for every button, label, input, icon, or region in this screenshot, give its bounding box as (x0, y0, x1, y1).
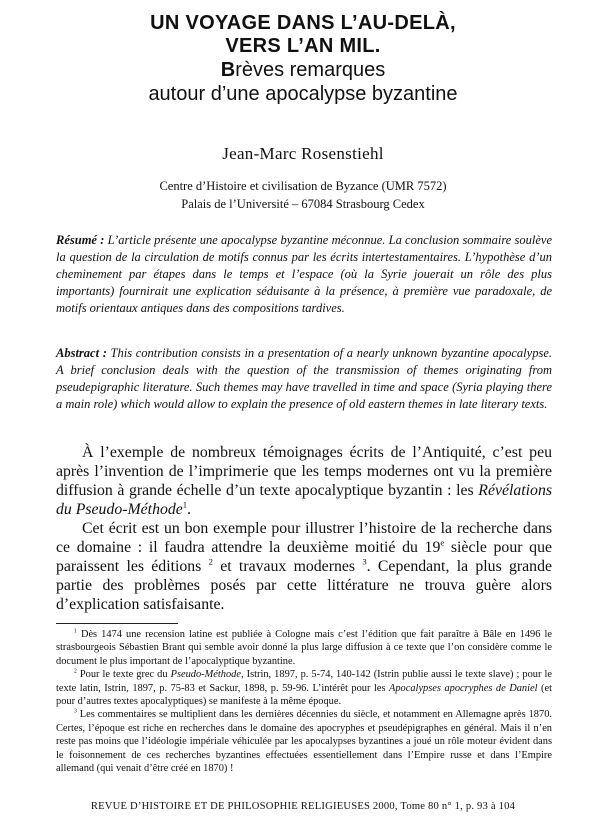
footnote-3 (56, 708, 552, 775)
footnote-2-text-c: (et pour d’autres textes apocalyptiques) se manifeste à la même époque. (56, 682, 552, 708)
footnote-1-text: Dès 1474 une recension latine est publiée à Cologne mais c’est l’édition que fait paraître à Bâle en 1496 le strasbourgeois Sébastien Brant qui semble avoir donné la plus large diffusion à ce texte que l’on considère comme le document le plus important de l’apocalyptique byzantine. (56, 629, 552, 667)
abstract-english (56, 345, 552, 413)
footnote-2 (56, 668, 552, 708)
footnote-2-number: 2 (74, 668, 77, 675)
body-paragraph-1 (56, 443, 552, 519)
abstract-french-text: L’article présente une apocalypse byzantine méconnue. La conclusion sommaire soulève la question de la circulation de motifs connus par les écrits intertestamentaires. L’hypothèse d’un cheminement par étapes dans le temps et l’espace (où la Syrie jouerait un rôle des plus importants) fournirait une explication séduisante à la présence, à première vue paradoxale, de motifs orientaux antiques dans des compositions tardives. (56, 233, 552, 315)
abstract-english-label: Abstract : (56, 346, 107, 360)
affiliation-line-1: Centre d’Histoire et civilisation de Byzance (UMR 7572) (159, 179, 447, 193)
footnote-divider (56, 623, 178, 624)
footnote-ref-3: 3 (362, 556, 367, 567)
footnote-2-text-a: Pour le texte grec du (76, 669, 171, 681)
body-text (56, 443, 552, 614)
footnote-3-text: Les commentaires se multiplient dans les dernières décennies du siècle, et notamment en Allemagne après 1870. Certes, l’époque est riche en recherches dans le domaine des apocryphes et pseudépigraphes en général. Mais il n’en reste pas moins que l’idéologie impériale véhiculée par les apocalypses byzantines a joué un rôle moteur évident dans le foisonnement de ces recherches byzantines effectuées essentiellement dans l’Empire russe et dans l’Empire allemand (qui venait d’être créé en 1870) ! (56, 709, 552, 775)
body-p1-text: À l’exemple de nombreux témoignages écrits de l’Antiquité, c’est peu après l’invention de l’imprimerie que les temps modernes ont vu la première diffusion à grande échelle d’un texte apocalyptique byzantin : les (56, 444, 552, 499)
footnote-3-number: 3 (74, 708, 77, 715)
subtitle-line-2: autour d’une apocalypse byzantine (148, 83, 458, 105)
footnote-1-number: 1 (74, 628, 77, 635)
author-affiliation (0, 177, 606, 213)
footnote-2-text-b: , Istrin, 1897, p. 5-74, 140-142 (Istrin publie aussi le texte slave) ; pour le texte latin, Istrin, 1897, p. 75-83 et Sackur, 1898, p. 59-96. L’intérêt pour les (56, 669, 552, 694)
body-p2-part-a: Cet écrit est un bon exemple pour illustrer l’histoire de la recherche dans ce domaine : il faudra attendre la deuxième moitié du 19 (56, 520, 552, 556)
footnote-2-work-title-1: Pseudo-Méthode (170, 669, 241, 681)
article-title-block (0, 12, 606, 106)
footnotes (56, 628, 552, 775)
body-p2-part-c: et travaux modernes (212, 558, 363, 575)
body-p2-part-d: . Cependant, la plus grande partie des problèmes posés par cette littérature ne trouva guère alors d’explication satisfaisante. (56, 558, 552, 613)
abstract-french (56, 232, 552, 317)
journal-footer: REVUE D’HISTOIRE ET DE PHILOSOPHIE RELIGIEUSES 2000, Tome 80 n° 1, p. 93 à 104 (90, 801, 516, 812)
footnote-ref-1: 1 (182, 499, 188, 510)
title-line-2: VERS L’AN MIL. (225, 35, 381, 57)
subtitle-initial: B (220, 59, 236, 81)
subtitle-line-1 (0, 58, 606, 82)
subtitle-line-1-rest: rèves remarques (235, 59, 386, 81)
title-line-1: UN VOYAGE DANS L’AU-DELÀ, (150, 12, 456, 34)
body-p2-part-b: siècle pour que paraissent les éditions (56, 539, 552, 575)
footnote-ref-2: 2 (208, 556, 213, 567)
body-p1-work-title: Révélations du Pseudo-Méthode (56, 482, 552, 518)
body-p1-end: . (187, 501, 192, 518)
body-paragraph-2 (56, 519, 552, 614)
century-superscript: e (440, 537, 445, 548)
abstract-french-label: Résumé : (56, 233, 105, 247)
author-name: Jean-Marc Rosenstiehl (222, 144, 384, 163)
abstract-english-text: This contribution consists in a presentation of a nearly unknown byzantine apocalypse. A brief conclusion deals with the question of the transmission of themes originating from pseudepigraphic literature. Such themes may have travelled in time and space (Syria playing there a main role) which would allow to explain the presence of old eastern themes in late literary texts. (56, 346, 552, 411)
affiliation-line-2: Palais de l’Université – 67084 Strasbourg Cedex (181, 197, 425, 211)
footnote-1 (56, 628, 552, 668)
footnote-2-work-title-2: Apocalypses apocryphes de Daniel (389, 682, 538, 694)
